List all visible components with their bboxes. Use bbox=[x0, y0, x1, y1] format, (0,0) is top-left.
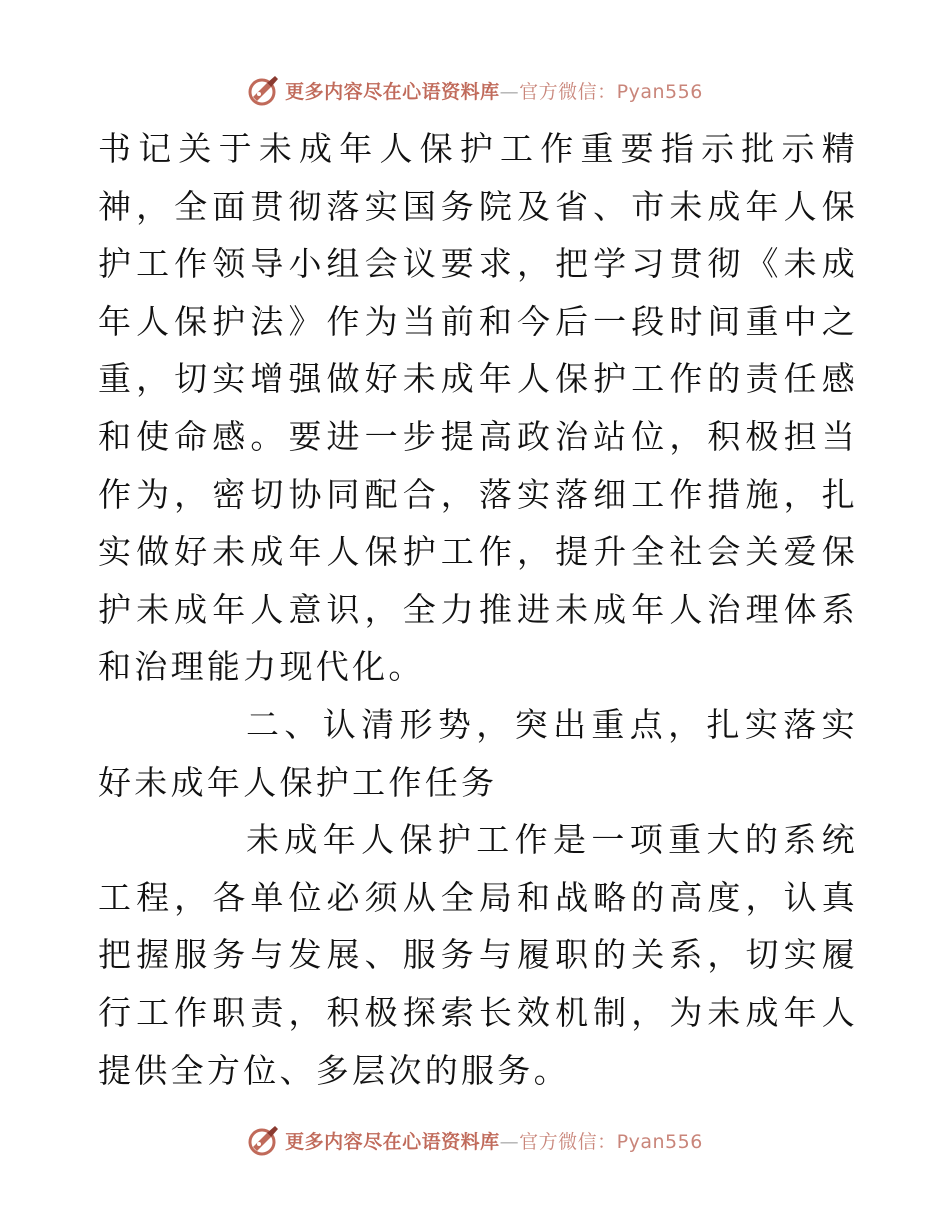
footer-banner bbox=[0, 1120, 950, 1160]
pen-logo-icon bbox=[247, 73, 281, 107]
footer-banner-main: 更多内容尽在心语资料库 bbox=[285, 1130, 500, 1153]
section-heading: 二、认清形势，突出重点，扎实落实好未成年人保护工作任务 bbox=[98, 704, 858, 802]
paragraph-continued: 书记关于未成年人保护工作重要指示批示精神，全面贯彻落实国务院及省、市未成年人保护工作领导小组会议要求，把学习贯彻《未成年人保护法》作为当前和今后一段时间重中之重，切实增强做好未成年人保护工作的责任感和使命感。要进一步提高政治站位，积极担当作为，密切协同配合，落实落细工作措施，扎实做好未成年人保护工作，提升全社会关爱保护未成年人意识，全力推进未成年人治理体系和治理能力现代化。 bbox=[98, 129, 858, 687]
footer-banner-wechat: 官方微信：Pyan556 bbox=[519, 1130, 703, 1153]
header-banner-wechat: 官方微信：Pyan556 bbox=[519, 80, 703, 103]
footer-banner-dash: — bbox=[499, 1130, 520, 1153]
document-body bbox=[98, 120, 858, 1099]
header-banner-main: 更多内容尽在心语资料库 bbox=[285, 80, 500, 103]
header-banner-dash: — bbox=[499, 80, 520, 103]
header-banner bbox=[0, 70, 950, 110]
footer-banner-text bbox=[285, 1127, 703, 1154]
pen-logo-icon bbox=[247, 1123, 281, 1157]
paragraph-body: 未成年人保护工作是一项重大的系统工程，各单位必须从全局和战略的高度，认真把握服务与发展、服务与履职的关系，切实履行工作职责，积极探索长效机制，为未成年人提供全方位、多层次的服务。 bbox=[98, 820, 858, 1090]
header-banner-text bbox=[285, 77, 703, 104]
